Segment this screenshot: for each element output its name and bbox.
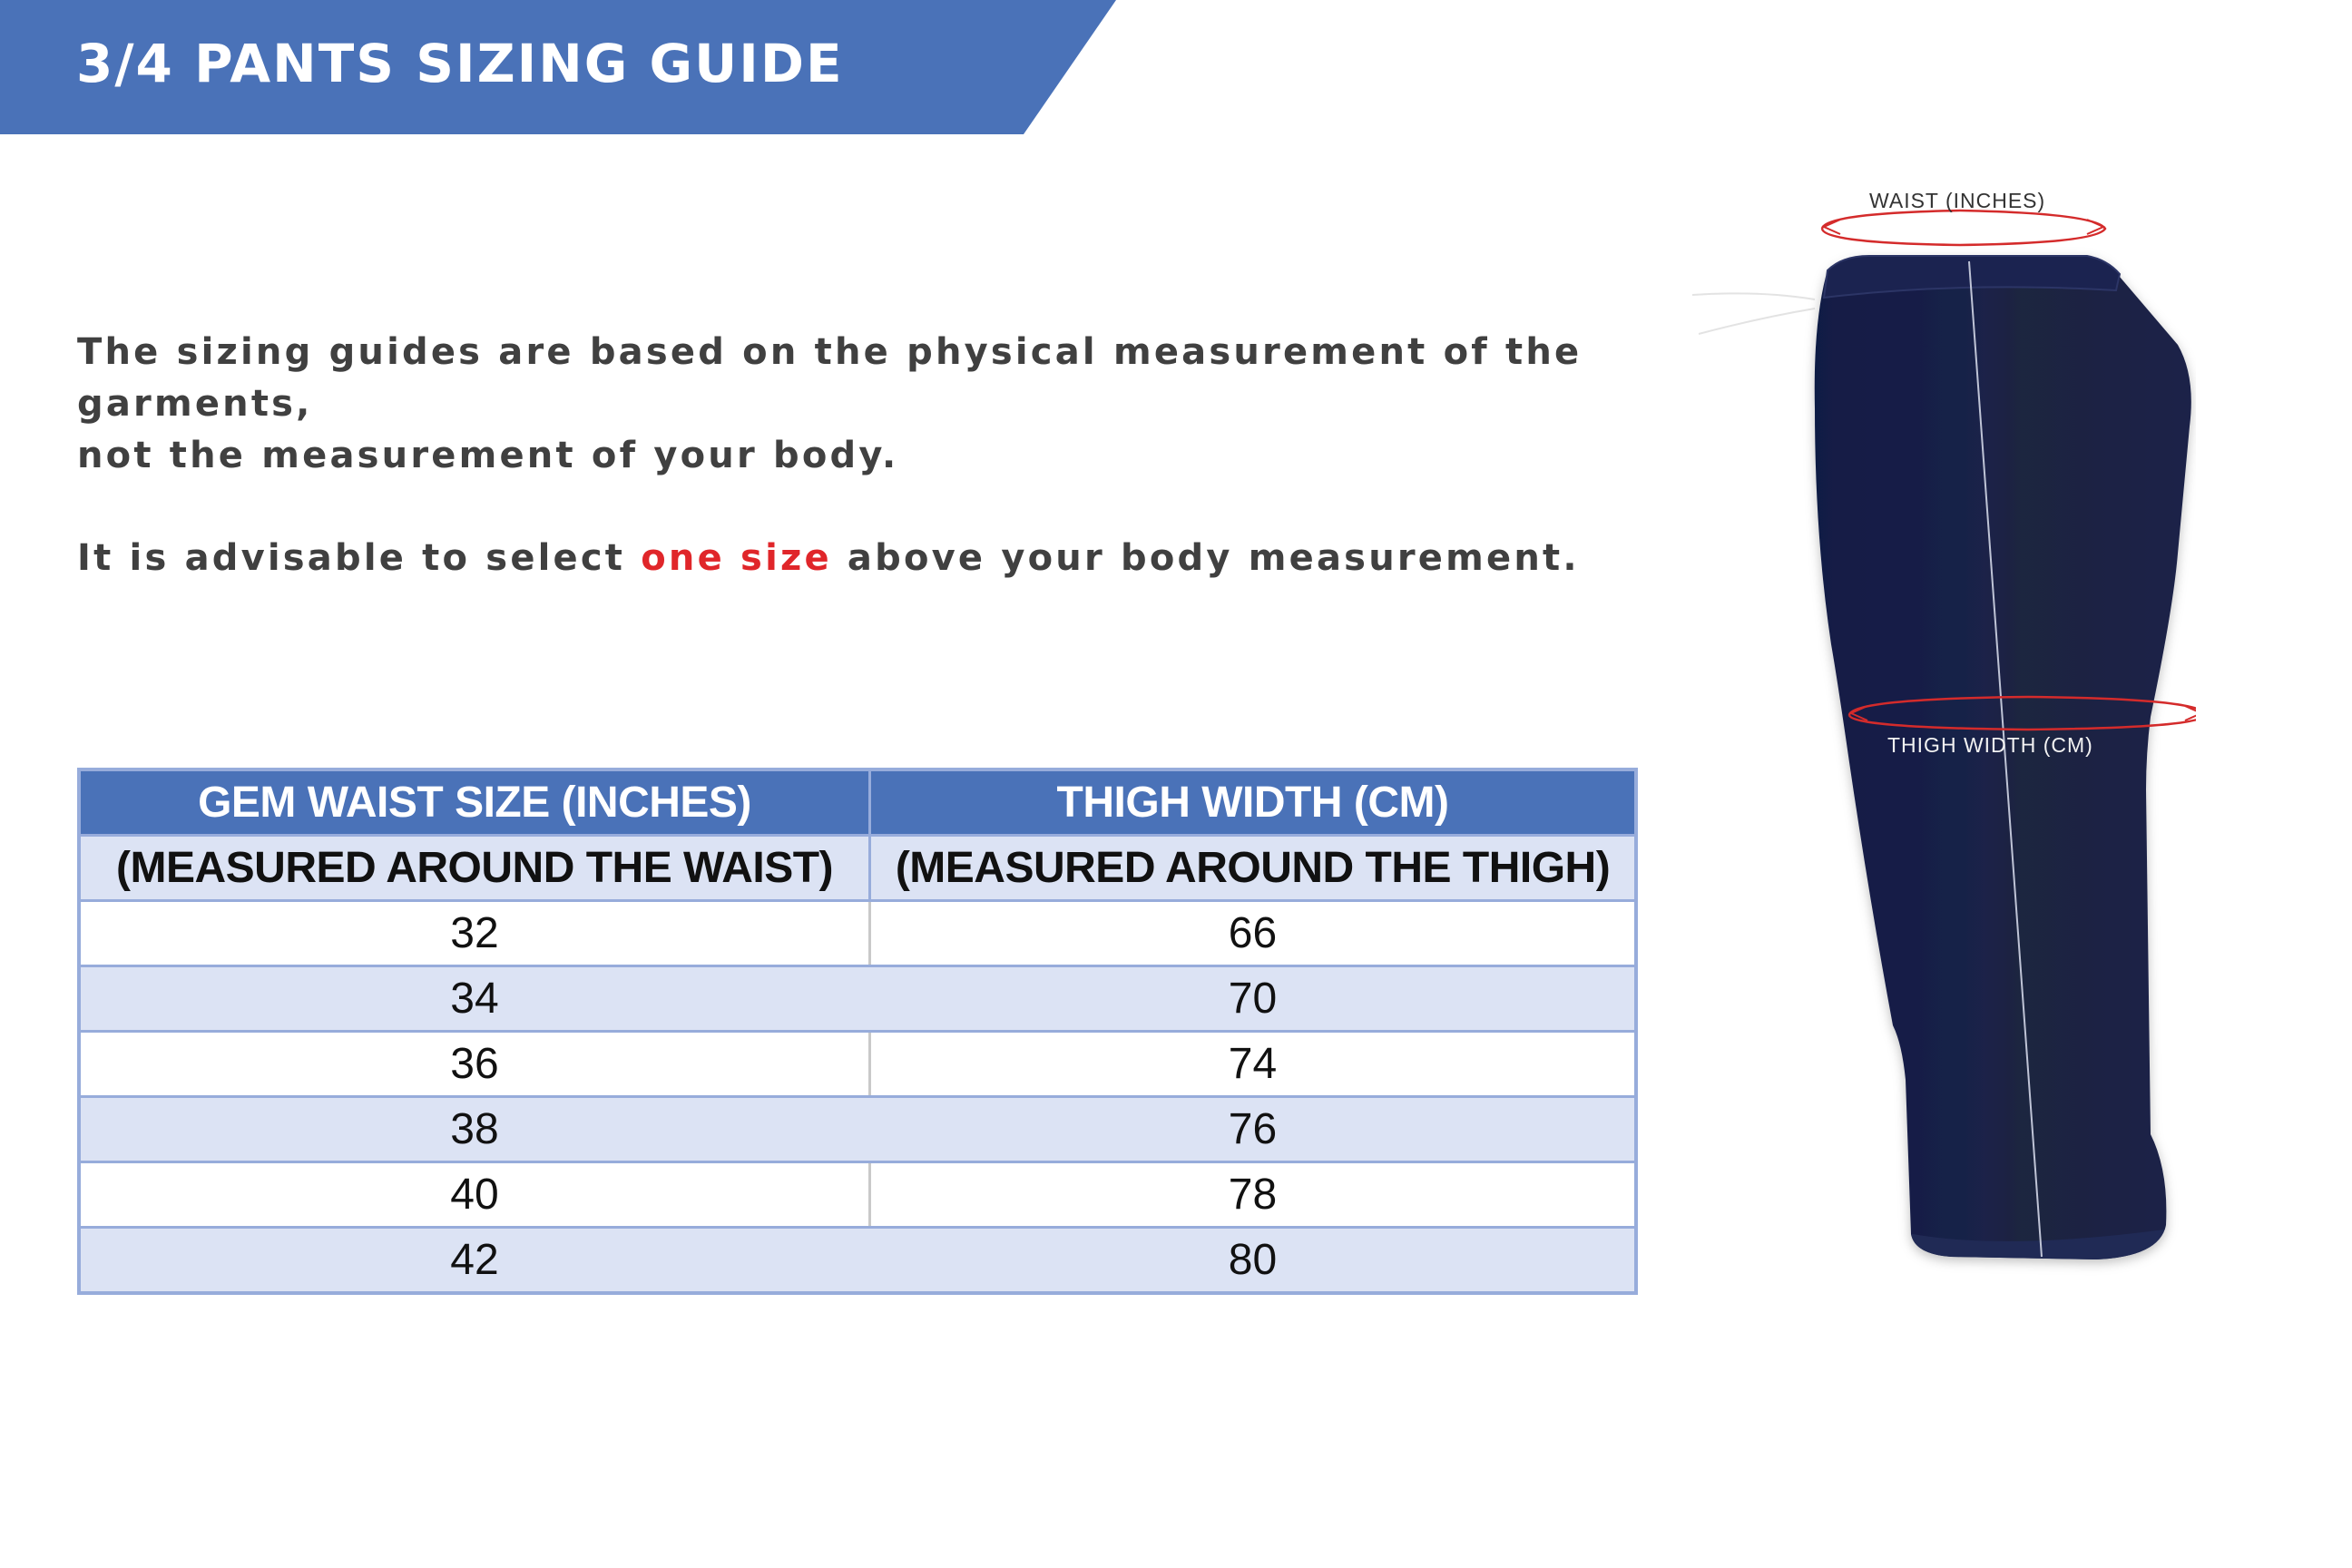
- thigh-cell: 74: [870, 1032, 1637, 1097]
- subheader-thigh: (MEASURED AROUND THE THIGH): [870, 836, 1637, 901]
- waist-cell: 40: [79, 1162, 870, 1228]
- intro-text: [77, 327, 1674, 584]
- waist-string: [1692, 293, 1815, 334]
- header-thigh: THIGH WIDTH (CM): [870, 769, 1637, 836]
- advice-prefix: It is advisable to select: [77, 537, 642, 579]
- table-row: [79, 1032, 1636, 1097]
- size-table: [77, 768, 1638, 1295]
- intro-line-2: not the measurement of your body.: [77, 435, 899, 476]
- advice-suffix: above your body measurement.: [831, 537, 1580, 579]
- pants-body: [1815, 256, 2191, 1259]
- thigh-cell: 76: [870, 1097, 1637, 1162]
- table-row: [79, 966, 1636, 1032]
- thigh-cell: 78: [870, 1162, 1637, 1228]
- table-row: [79, 1097, 1636, 1162]
- intro-paragraph-1: [77, 327, 1674, 482]
- waist-cell: 38: [79, 1097, 870, 1162]
- header-waist: GEM WAIST SIZE (INCHES): [79, 769, 870, 836]
- waist-label: WAIST (INCHES): [1869, 189, 2046, 212]
- advice-highlight: one size: [641, 537, 832, 579]
- thigh-cell: 80: [870, 1228, 1637, 1294]
- table-subheader-row: [79, 836, 1636, 901]
- table-header-row: [79, 769, 1636, 836]
- table-row: [79, 1162, 1636, 1228]
- thigh-cell: 66: [870, 901, 1637, 966]
- pants-diagram: [1688, 172, 2196, 1289]
- pants-illustration: [1688, 172, 2196, 1289]
- thigh-cell: 70: [870, 966, 1637, 1032]
- waist-cell: 34: [79, 966, 870, 1032]
- waist-cell: 36: [79, 1032, 870, 1097]
- table-row: [79, 901, 1636, 966]
- waist-arrow: [1822, 211, 2105, 245]
- waist-cell: 32: [79, 901, 870, 966]
- waist-cell: 42: [79, 1228, 870, 1294]
- table-row: [79, 1228, 1636, 1294]
- page-title: 3/4 PANTS SIZING GUIDE: [76, 33, 844, 94]
- subheader-waist: (MEASURED AROUND THE WAIST): [79, 836, 870, 901]
- advice-paragraph: [77, 533, 1674, 584]
- thigh-label: THIGH WIDTH (CM): [1887, 733, 2093, 757]
- intro-line-1: The sizing guides are based on the physical measurement of the garments,: [77, 331, 1583, 425]
